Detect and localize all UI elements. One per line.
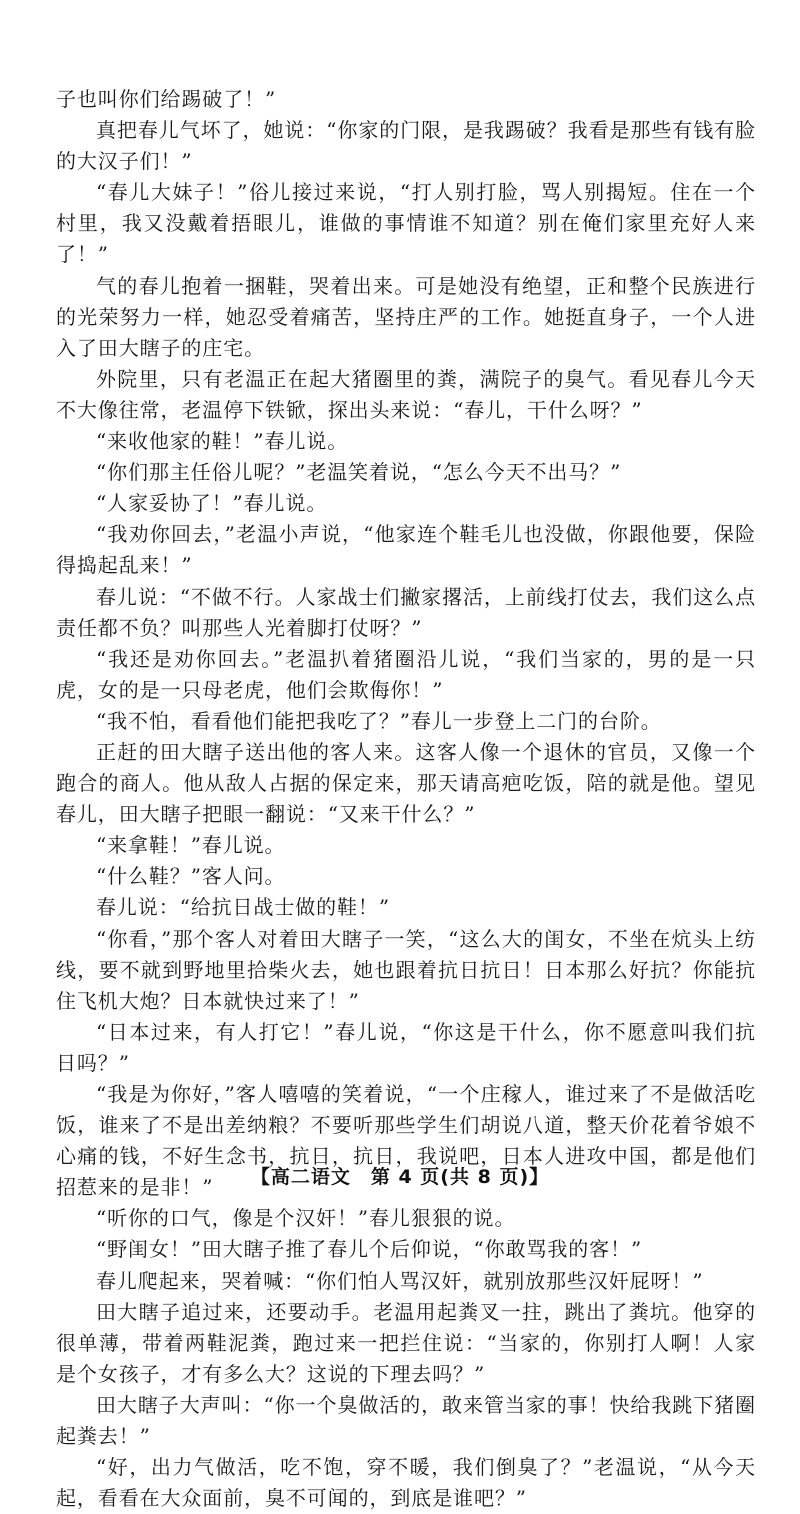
paragraph: “什么鞋？”客人问。	[96, 864, 286, 889]
paragraph: “来收他家的鞋！”春儿说。	[96, 429, 349, 454]
paragraph: “来拿鞋！”春儿说。	[96, 833, 286, 858]
paragraph: “野闺女！”田大瞎子推了春儿个后仰说，“你敢骂我的客！”	[96, 1237, 643, 1262]
paragraph: 田大瞎子大声叫：“你一个臭做活的，敢来管当家的事！快给我跳下猪圈起粪去！”	[56, 1392, 756, 1449]
page-footer: 【高二语文 第 4 页(共 8 页)】	[250, 1166, 550, 1188]
paragraph: “日本过来，有人打它！”春儿说，“你这是干什么，你不愿意叫我们抗日吗？”	[56, 1019, 756, 1075]
paragraph: “我不怕，看看他们能把我吃了？”春儿一步登上二门的台阶。	[96, 708, 662, 733]
paragraph: 正赶的田大瞎子送出他的客人来。这客人像一个退休的官员，又像一个跑合的商人。他从敌人占据的保定来，那天请高疤吃饭，陪的就是他。望见春儿，田大瞎子把眼一翻说：“又来干什么？”	[56, 739, 756, 827]
paragraph: 春儿说：“给抗日战士做的鞋！”	[96, 895, 390, 920]
paragraph: “好，出力气做活，吃不饱，穿不暖，我们倒臭了？”老温说，“从今天起，看看在大众面前，臭不可闻的，到底是谁吧？”	[56, 1455, 756, 1511]
paragraph: 子也叫你们给踢破了！”	[56, 87, 277, 111]
paragraph: 春儿说：“不做不行。人家战士们撇家撂活，上前线打仗去，我们这么点责任都不负？叫那些人光着脚打仗呀？”	[56, 584, 756, 640]
text-body	[56, 84, 756, 1514]
paragraph: “你看，”那个客人对着田大瞎子一笑，“这么大的闺女，不坐在炕头上纺线，要不就到野地里拾柴火去，她也跟着抗日抗日！日本那么好抗？你能抗住飞机大炮？日本就快过来了！”	[56, 926, 756, 1013]
paragraph: “我是为你好，”客人嘻嘻的笑着说，“一个庄稼人，谁过来了不是做活吃饭，谁来了不是出差纳粮？不要听那些学生们胡说八道，整天价花着爷娘不心痛的钱，不好生念书，抗日，抗日，我说吧，日本人进攻中国，都是他们招惹来的是非！”	[56, 1082, 756, 1200]
paragraph: “你们那主任俗儿呢？”老温笑着说，“怎么今天不出马？”	[96, 460, 622, 485]
paragraph: “我劝你回去，”老温小声说，“他家连个鞋毛儿也没做，你跟他要，保险得捣起乱来！”	[56, 522, 756, 578]
paragraph: “听你的口气，像是个汉奸！”春儿狠狠的说。	[96, 1206, 516, 1231]
paragraph: “我还是劝你回去。”老温扒着猪圈沿儿说，“我们当家的，男的是一只虎，女的是一只母老虎，他们会欺侮你！”	[56, 646, 756, 702]
paragraph: 外院里，只有老温正在起大猪圈里的粪，满院子的臭气。看见春儿今天不大像往常，老温停下铁锨，探出头来说：“春儿，干什么呀？”	[56, 366, 756, 422]
paragraph: 田大瞎子追过来，还要动手。老温用起粪叉一拄，跳出了粪坑。他穿的很单薄，带着两鞋泥粪，跑过来一把拦住说：“当家的，你别打人啊！人家是个女孩子，才有多么大？这说的下理去吗？”	[56, 1299, 756, 1386]
paragraph: 真把春儿气坏了，她说：“你家的门限，是我踢破？我看是那些有钱有脸的大汉子们！”	[56, 118, 756, 174]
paragraph: “春儿大妹子！”俗儿接过来说，“打人别打脸，骂人别揭短。住在一个村里，我又没戴着捂眼儿，谁做的事情谁不知道？别在俺们家里充好人来了！”	[56, 180, 756, 267]
paragraph: 春儿爬起来，哭着喊：“你们怕人骂汉奸，就别放那些汉奸屁呀！”	[96, 1268, 704, 1293]
paragraph: “人家妥协了！”春儿说。	[96, 491, 328, 516]
paragraph: 气的春儿抱着一捆鞋，哭着出来。可是她没有绝望，正和整个民族进行的光荣努力一样，她忍受着痛苦，坚持庄严的工作。她挺直身子，一个人进入了田大瞎子的庄宅。	[56, 273, 756, 360]
